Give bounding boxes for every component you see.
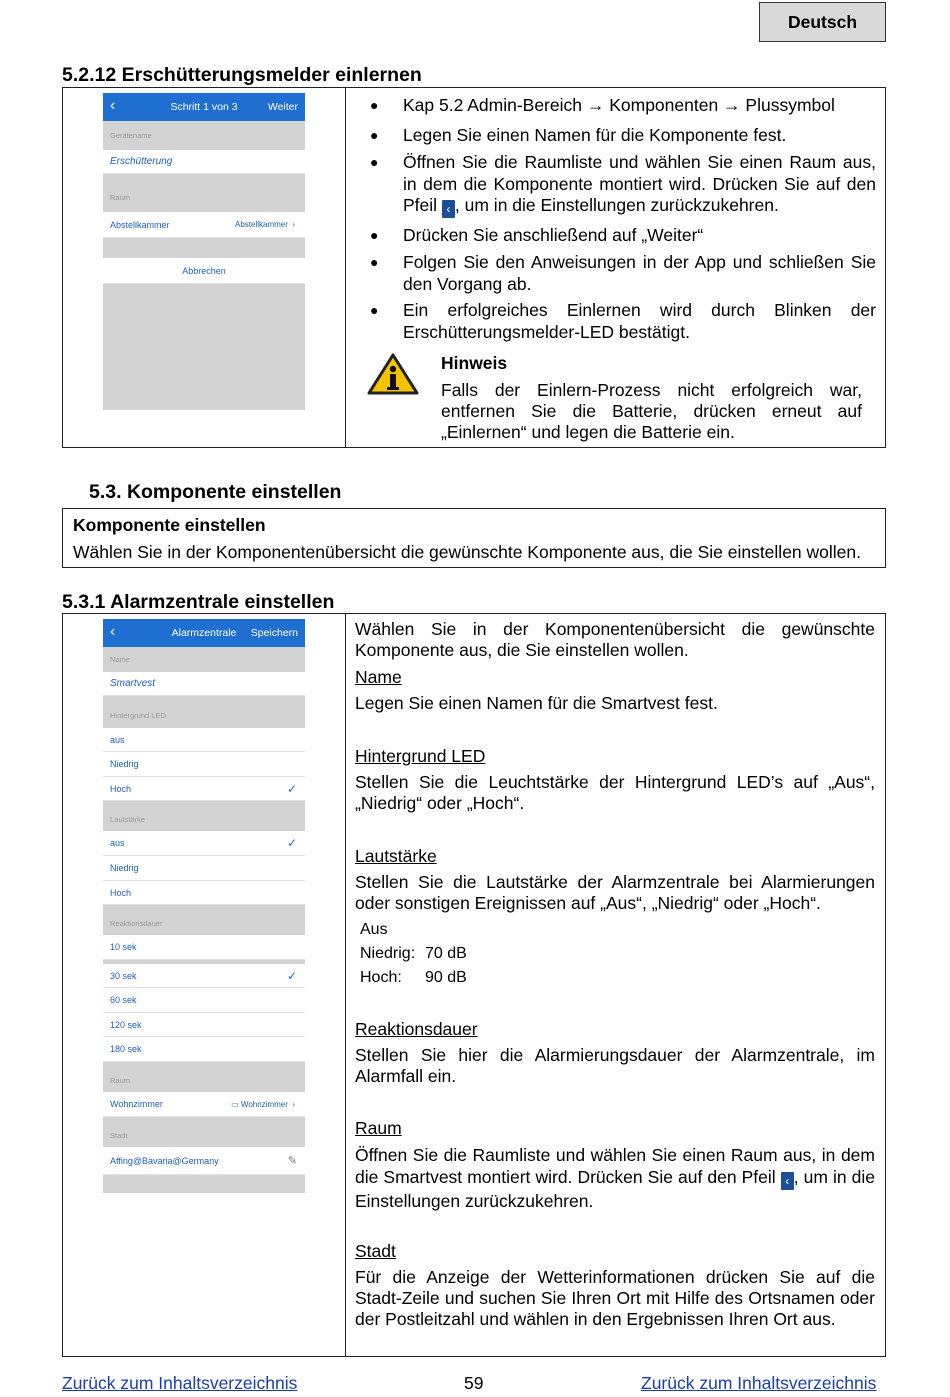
room-row[interactable]: Abstellkammer Abstellkammer › [103,212,305,238]
reaction-text: Stellen Sie hier die Alarmierungsdauer der Alarmzentrale, im Alarmfall ein. [355,1045,875,1086]
page-number: 59 [464,1373,484,1393]
app-title: Schritt 1 von 3 [170,101,238,113]
language-label: Deutsch [759,2,886,42]
volume-option[interactable]: aus ✓ [103,831,305,856]
subheading-reaction: Reaktionsdauer [355,1019,478,1039]
subheading-led: Hintergrund LED [355,746,486,766]
volume-hoch-label: Hoch: [360,969,402,986]
note-title: Hinweis [441,353,508,373]
name-field[interactable]: Smartvest [103,672,305,696]
volume-text: Stellen Sie die Lautstärke der Alarmzentrale bei Alarmierungen oder sonstigen Ereignissen auf „Aus“, „Niedrig“ oder „Hoch“. [355,872,875,913]
checkmark-icon: ✓ [286,968,297,983]
back-arrow-icon[interactable]: ‹ [110,623,116,640]
section-label: Gerätename [103,121,305,150]
name-text: Legen Sie einen Namen für die Smartvest fest. [355,693,718,713]
volume-aus: Aus [360,921,388,938]
back-arrow-icon[interactable]: ‹ [110,97,116,114]
app-header [103,93,305,121]
volume-hoch-value: 90 dB [425,969,467,986]
led-option[interactable]: aus [103,728,305,752]
section-heading-5-2-12: 5.2.12 Erschütterungsmelder einlernen [62,64,422,86]
bullet-item: ● Öffnen Sie die Raumliste und wählen Sie einen Raum aus, in dem die Komponente montiert wird. Drücken Sie auf den Pfeil ‹ , um in die Einstellungen zurückzukehren. [370,152,876,216]
intro-text: Wählen Sie in der Komponentenübersicht die gewünschte Komponente aus, die Sie einstellen wollen. [355,619,875,660]
bullet-item: ● Folgen Sie den Anweisungen in der App und schließen Sie den Vorgang ab. [370,252,876,294]
reaction-option[interactable]: 60 sek [103,988,305,1013]
info-box-text: Wählen Sie in der Komponentenübersicht die gewünschte Komponente aus, die Sie einstellen wollen. [73,542,861,562]
room-text: Öffnen Sie die Raumliste und wählen Sie einen Raum aus, in dem die Smartvest montiert wird. Drücken Sie auf den Pfeil ‹ , um in die Einstellungen zurückzukehren. [355,1145,875,1211]
app-header [103,619,305,647]
reaction-option[interactable]: 10 sek [103,935,305,960]
bullet-item: ● Legen Sie einen Namen für die Komponente fest. [370,125,787,145]
section-label: Hintergrund LED [103,702,305,728]
folder-icon: ▭ [231,1099,239,1109]
led-text: Stellen Sie die Leuchtstärke der Hintergrund LED’s auf „Aus“, „Niedrig“ oder „Hoch“. [355,772,875,813]
toc-link-right[interactable]: Zurück zum Inhaltsverzeichnis [641,1373,877,1393]
section-label: Lautstärke [103,807,305,831]
bullet-item: ● Kap 5.2 Admin-Bereich → Komponenten → Plussymbol [370,95,835,115]
city-row[interactable]: Affing@Bavaria@Germany ✎ [103,1147,305,1175]
bullet-item: ● Ein erfolgreiches Einlernen wird durch Blinken der Erschütterungsmelder-LED bestätigt. [370,300,876,342]
room-row[interactable]: Wohnzimmer ▭ Wohnzimmer › [103,1092,305,1117]
info-box [62,508,886,568]
volume-option[interactable]: Hoch [103,881,305,905]
save-button[interactable]: Speichern [250,627,298,639]
city-text: Für die Anzeige der Wetterinformationen drücken Sie auf die Stadt-Zeile und suchen Sie Ihren Ort mit Hilfe des Ortsnamen oder der Postleitzahl und wählen in den Ergebnissen Ihren Ort aus. [355,1267,875,1329]
edit-icon[interactable]: ✎ [287,1155,297,1167]
subheading-city: Stadt [355,1241,396,1261]
phone-screenshot-step1 [103,93,305,410]
section-label: Name [103,647,305,672]
next-button[interactable]: Weiter [267,101,298,113]
led-option[interactable]: Hoch ✓ [103,777,305,801]
volume-niedrig-value: 70 dB [425,945,467,962]
warning-icon [367,352,419,396]
subheading-name: Name [355,667,402,687]
section-label: Reaktionsdauer [103,911,305,935]
checkmark-icon: ✓ [286,836,297,850]
reaction-option[interactable]: 30 sek ✓ [103,964,305,988]
info-box-title: Komponente einstellen [73,515,266,535]
phone-screenshot-alarmzentrale [103,619,305,1193]
cancel-button[interactable]: Abbrechen [103,258,305,284]
section-heading-5-3-1: 5.3.1 Alarmzentrale einstellen [62,591,335,613]
section-label: Stadt [103,1123,305,1147]
back-arrow-icon: ‹ [442,200,455,218]
note-text: Falls der Einlern-Prozess nicht erfolgreich war, entfernen Sie die Batterie, drücken erneut auf „Einlernen“ und legen die Batterie ein. [441,380,862,442]
back-arrow-icon: ‹ [781,1172,794,1190]
volume-option[interactable]: Niedrig [103,856,305,881]
led-option[interactable]: Niedrig [103,752,305,777]
subheading-room: Raum [355,1118,402,1138]
name-field[interactable]: Erschütterung [103,150,305,174]
toc-link-left[interactable]: Zurück zum Inhaltsverzeichnis [62,1373,298,1393]
section-label: Raum [103,182,305,212]
bullet-item: ● Drücken Sie anschließend auf „Weiter“ [370,225,704,245]
section-heading-5-3: 5.3. Komponente einstellen [89,481,342,503]
section-label: Raum [103,1068,305,1092]
reaction-option[interactable]: 120 sek [103,1013,305,1037]
checkmark-icon: ✓ [286,781,297,796]
volume-niedrig-label: Niedrig: [360,945,416,962]
app-title: Alarmzentrale [171,627,237,639]
reaction-option[interactable]: 180 sek [103,1037,305,1062]
subheading-volume: Lautstärke [355,846,437,866]
